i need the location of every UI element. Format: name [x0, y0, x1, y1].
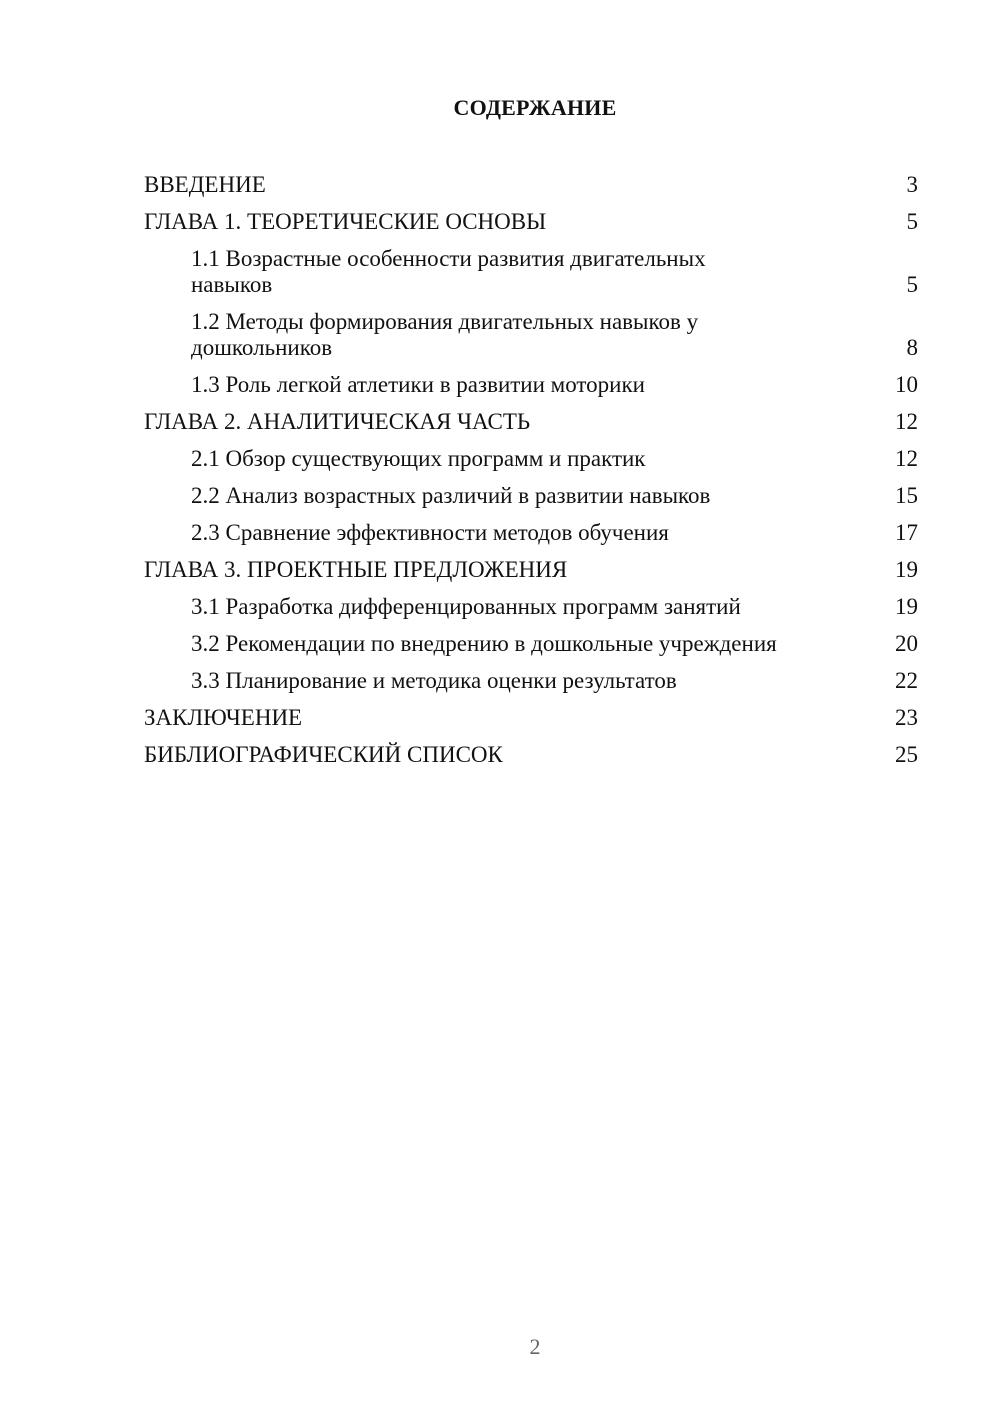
toc-entry-label: ГЛАВА 3. ПРОЕКТНЫЕ ПРЕДЛОЖЕНИЯ	[144, 557, 568, 582]
toc-entry-page: 17	[895, 520, 918, 545]
toc-entry-label: 3.3 Планирование и методика оценки результатов	[191, 668, 677, 693]
table-of-contents	[144, 168, 918, 775]
toc-entry-label: 3.2 Рекомендации по внедрению в дошкольные учреждения	[191, 631, 777, 656]
toc-entry-label: 1.1 Возрастные особенности развития двигательных навыков	[191, 246, 706, 297]
toc-entry-section-2-2[interactable]	[144, 479, 918, 516]
toc-entry-page: 5	[906, 272, 918, 297]
toc-entry-page: 19	[895, 594, 918, 619]
toc-entry-page: 8	[906, 335, 918, 360]
toc-entry-label: ВВЕДЕНИЕ	[144, 172, 266, 197]
toc-entry-label: 1.2 Методы формирования двигательных навыков у дошкольников	[191, 309, 699, 360]
toc-entry-conclusion[interactable]	[144, 701, 918, 738]
toc-entry-section-1-1[interactable]	[144, 242, 918, 305]
toc-entry-section-2-1[interactable]	[144, 442, 918, 479]
toc-entry-page: 19	[895, 557, 918, 582]
toc-entry-section-2-3[interactable]	[144, 516, 918, 553]
toc-entry-chapter-3[interactable]	[144, 553, 918, 590]
toc-entry-page: 3	[906, 172, 918, 197]
toc-entry-page: 23	[895, 705, 918, 730]
toc-entry-label: 2.2 Анализ возрастных различий в развитии навыков	[191, 483, 711, 508]
toc-entry-label: БИБЛИОГРАФИЧЕСКИЙ СПИСОК	[144, 742, 503, 767]
toc-entry-section-1-2[interactable]	[144, 305, 918, 368]
toc-entry-label: ЗАКЛЮЧЕНИЕ	[144, 705, 303, 730]
toc-entry-label: ГЛАВА 1. ТЕОРЕТИЧЕСКИЕ ОСНОВЫ	[144, 209, 547, 234]
toc-entry-label: 3.1 Разработка дифференцированных программ занятий	[191, 594, 741, 619]
page-title: СОДЕРЖАНИЕ	[453, 95, 617, 120]
toc-entry-page: 5	[906, 209, 918, 234]
toc-entry-page: 15	[895, 483, 918, 508]
toc-entry-page: 12	[895, 446, 918, 471]
toc-entry-bibliography[interactable]	[144, 738, 918, 775]
toc-entry-section-3-2[interactable]	[144, 627, 918, 664]
toc-entry-page: 12	[895, 409, 918, 434]
toc-entry-section-3-3[interactable]	[144, 664, 918, 701]
toc-entry-page: 25	[895, 742, 918, 767]
toc-entry-label: ГЛАВА 2. АНАЛИТИЧЕСКАЯ ЧАСТЬ	[144, 409, 531, 434]
toc-entry-chapter-1[interactable]	[144, 205, 918, 242]
toc-entry-section-3-1[interactable]	[144, 590, 918, 627]
toc-entry-chapter-2[interactable]	[144, 405, 918, 442]
toc-entry-page: 20	[895, 631, 918, 656]
toc-entry-page: 10	[895, 372, 918, 397]
page-number: 2	[529, 1334, 541, 1359]
toc-entry-introduction[interactable]	[144, 168, 918, 205]
toc-entry-label: 2.3 Сравнение эффективности методов обучения	[191, 520, 669, 545]
toc-entry-label: 1.3 Роль легкой атлетики в развитии моторики	[191, 372, 645, 397]
toc-entry-section-1-3[interactable]	[144, 368, 918, 405]
toc-entry-page: 22	[895, 668, 918, 693]
toc-entry-label: 2.1 Обзор существующих программ и практик	[191, 446, 646, 471]
